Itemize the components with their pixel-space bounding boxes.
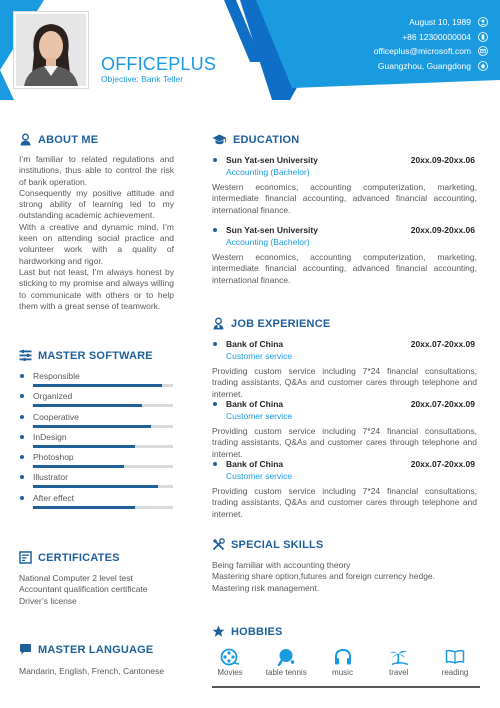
skill-item (19, 432, 174, 452)
education-entry (212, 155, 477, 216)
candidate-name: OFFICEPLUS (101, 54, 217, 74)
skill-item (19, 391, 174, 411)
special-skills-title: SPECIAL SKILLS (231, 538, 324, 551)
contact-phone (268, 30, 488, 44)
phone-text: +86 12300000004 (402, 31, 471, 42)
entry-header (212, 339, 477, 351)
skill-label: Cooperative (33, 411, 79, 422)
skill-bar-track (33, 465, 173, 468)
entry-description: Western economics, accounting computerization, marketing, intermediate financial accounting, advanced financial accounting, international finance. (212, 182, 477, 215)
address-text: Guangzhou, Guangdong (377, 60, 471, 71)
home-icon (478, 61, 488, 71)
hobby-label: reading (441, 668, 469, 677)
hobby-item (318, 648, 368, 677)
experience-entry (212, 399, 477, 460)
profile-photo (14, 12, 88, 88)
contact-info (268, 15, 488, 73)
skill-item (19, 493, 174, 513)
portrait-image (16, 14, 86, 86)
special-skill-item: Mastering share option,futures and foreign currency hedge. (212, 571, 436, 582)
skill-label: Organized (33, 391, 73, 402)
bullet-dot (213, 462, 217, 466)
hobby-item (261, 648, 311, 677)
skill-bar-fill (33, 425, 151, 428)
table-tennis-icon (276, 648, 296, 666)
entry-header (212, 155, 477, 167)
job-title: Customer service (226, 471, 293, 481)
contact-email[interactable] (268, 44, 488, 58)
hobby-item (374, 648, 424, 677)
hobbies-heading (212, 625, 283, 638)
certificate-icon (19, 551, 32, 564)
software-skill-list (19, 371, 174, 513)
book-icon (445, 648, 465, 666)
hobby-label: table tennis (265, 668, 307, 677)
about-heading (19, 133, 98, 146)
degree: Accounting (Bachelor) (226, 237, 310, 247)
skill-item (19, 412, 174, 432)
company-name: Bank of China (226, 399, 284, 409)
bullet-dot (213, 158, 217, 162)
special-skills-heading (212, 538, 323, 551)
date-range: 20xx.07-20xx.09 (410, 459, 475, 469)
skill-label: Illustrator (33, 472, 68, 483)
special-skills-list (212, 560, 435, 594)
speech-bubble-icon (19, 643, 32, 656)
school-name: Sun Yat-sen University (226, 225, 318, 235)
software-heading (19, 349, 153, 362)
list-icon (19, 349, 32, 362)
language-heading (19, 643, 153, 656)
date-range: 20xx.09-20xx.06 (410, 155, 475, 165)
bullet-dot (20, 496, 24, 500)
bullet-dot (20, 455, 24, 459)
skill-bar-track (33, 384, 173, 387)
bullet-dot (213, 342, 217, 346)
job-title: Customer service (226, 351, 293, 361)
skill-bar-track (33, 445, 173, 448)
skill-bar-track (33, 485, 173, 488)
hobby-label: Movies (217, 668, 243, 677)
birthday-text: August 10, 1989 (409, 17, 471, 27)
objective: Objective: Bank Teller (101, 74, 184, 84)
school-name: Sun Yat-sen University (226, 155, 318, 165)
entry-description: Western economics, accounting computerization, marketing, intermediate financial accounting, advanced financial accounting, international finance. (212, 252, 477, 285)
skill-label: InDesign (33, 431, 67, 442)
graduation-cap-icon (212, 133, 227, 146)
certificates-title: CERTIFICATES (38, 551, 120, 564)
language-title: MASTER LANGUAGE (38, 643, 154, 656)
experience-entry (212, 339, 477, 400)
skill-bar-track (33, 425, 173, 428)
special-skill-item: Mastering risk management. (212, 582, 320, 593)
skill-bar-fill (33, 404, 142, 407)
film-reel-icon (220, 648, 240, 666)
about-title: ABOUT ME (38, 133, 99, 146)
certificate-item: Accountant qualification certificate (19, 584, 148, 595)
language-text: Mandarin, English, French, Cantonese (19, 666, 165, 676)
bullet-dot (213, 228, 217, 232)
skill-bar-track (33, 506, 173, 509)
bullet-dot (20, 475, 24, 479)
about-paragraph: I’m familiar to related regulations and institutions, thus able to control the risk of bank operation. (19, 154, 174, 187)
hobbies-title: HOBBIES (231, 625, 283, 638)
experience-entry (212, 459, 477, 520)
contact-birthday (268, 15, 488, 29)
skill-bar-fill (33, 384, 162, 387)
entry-header (212, 225, 477, 237)
tools-icon (212, 538, 225, 551)
bullet-dot (213, 402, 217, 406)
email-text[interactable]: officeplus@microsoft.com (373, 46, 471, 56)
certificates-heading (19, 551, 120, 564)
entry-description: Providing custom service including 7*24 financial consultations, trading assistants, Q&As and customer cares through telephone and internet. (212, 366, 477, 399)
education-title: EDUCATION (233, 133, 300, 146)
person-icon (19, 133, 32, 146)
skill-label: Photoshop (33, 452, 74, 463)
about-paragraph: With a creative and dynamic mind, I’m keen on attending social practice and volunteer work with a quality of hardworking and rigor. (19, 221, 174, 266)
certificates-list (19, 573, 148, 607)
education-heading (212, 133, 299, 146)
star-icon (212, 625, 225, 638)
certificate-item: Driver’s license (19, 595, 77, 606)
bullet-dot (20, 435, 24, 439)
skill-bar-fill (33, 485, 158, 488)
palm-tree-icon (389, 648, 409, 666)
skill-item (19, 452, 174, 472)
degree: Accounting (Bachelor) (226, 167, 310, 177)
skill-item (19, 371, 174, 391)
skill-label: Responsible (33, 371, 80, 381)
software-title: MASTER SOFTWARE (38, 349, 153, 362)
entry-description: Providing custom service including 7*24 financial consultations, trading assistants, Q&As and customer cares through telephone and internet. (212, 426, 477, 459)
hobby-item (430, 648, 480, 677)
company-name: Bank of China (226, 459, 284, 469)
company-name: Bank of China (226, 339, 284, 349)
bottom-divider (212, 686, 480, 688)
job-title: Customer service (226, 411, 293, 421)
entry-header (212, 399, 477, 411)
phone-icon (478, 32, 488, 42)
hobby-item (205, 648, 255, 677)
experience-title: JOB EXPERIENCE (231, 317, 331, 330)
about-paragraph: Last but not least, I’m always honest by sticking to my promise and always willing to communicate with others or to help them with a great sense of teamwork. (19, 266, 174, 311)
skill-bar-fill (33, 465, 124, 468)
contact-address (268, 59, 488, 73)
headphones-icon (333, 648, 353, 666)
about-text (19, 154, 174, 312)
hobby-list (205, 648, 480, 677)
about-paragraph: Consequently my positive attitude and strong ability of learning led to my outstanding academic achievement. (19, 187, 174, 221)
person-badge-icon (212, 317, 225, 330)
special-skill-item: Being familiar with accounting theory (212, 560, 351, 570)
certificate-item: National Computer 2 level test (19, 573, 133, 583)
date-range: 20xx.07-20xx.09 (410, 399, 475, 409)
date-range: 20xx.07-20xx.09 (410, 339, 475, 349)
entry-header (212, 459, 477, 471)
skill-bar-track (33, 404, 173, 407)
experience-heading (212, 317, 330, 330)
date-range: 20xx.09-20xx.06 (410, 225, 475, 235)
skill-label: After effect (33, 492, 74, 503)
hobby-label: travel (388, 668, 409, 677)
education-entry (212, 225, 477, 286)
hobby-label: music (332, 668, 353, 677)
bullet-dot (20, 415, 24, 419)
user-icon (478, 17, 488, 27)
skill-bar-fill (33, 445, 135, 448)
bullet-dot (20, 374, 24, 378)
email-icon (478, 46, 488, 56)
skill-item (19, 472, 174, 492)
entry-description: Providing custom service including 7*24 financial consultations, trading assistants, Q&As and customer cares through telephone and internet. (212, 486, 477, 519)
skill-bar-fill (33, 506, 135, 509)
bullet-dot (20, 394, 24, 398)
